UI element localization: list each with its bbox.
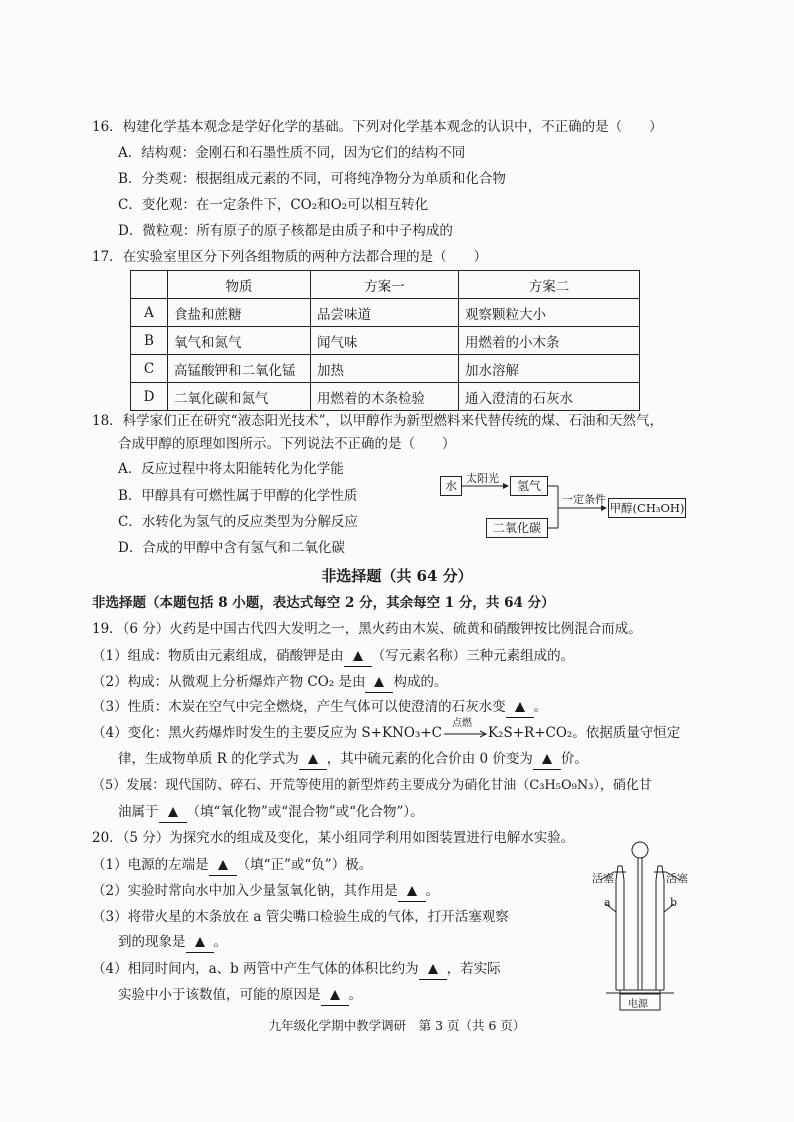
table-cell: 氧气和氮气 — [168, 327, 311, 355]
q20-stem: 20．（5 分）为探究水的组成及变化，某小组同学利用如图装置进行电解水实验。 — [92, 830, 575, 846]
reaction-arrow — [442, 718, 488, 743]
triangle-icon — [515, 702, 525, 712]
q20-part4 — [92, 959, 501, 980]
valve-right-label: 活塞 — [666, 872, 688, 885]
triangle-icon — [407, 886, 417, 896]
q19-part1 — [92, 646, 574, 667]
table-cell: 二氧化碳和氮气 — [168, 383, 311, 411]
table-cell: B — [131, 327, 168, 355]
answer-blank[interactable] — [186, 932, 214, 953]
q19-part4-text-b: K₂S+R+CO₂。依据质量守恒定 — [487, 725, 681, 741]
q19-part4-text-e: 价。 — [560, 751, 588, 767]
q18-stem-line1: 18．科学家们正在研究“液态阳光技术”，以甲醇作为新型燃料来代替传统的煤、石油和天然气， — [92, 413, 663, 429]
q20-part4-cont — [118, 985, 362, 1006]
q20-part2-text-a: （2）实验时常向水中加入少量氢氧化钠，其作用是 — [92, 883, 398, 899]
q19-part2 — [92, 672, 447, 693]
q19-part4-cont — [118, 749, 588, 770]
q20-part4-text-c: 实验中小于该数值，可能的原因是 — [118, 987, 321, 1003]
table-header-cell: 方案二 — [459, 271, 640, 299]
triangle-icon — [542, 754, 552, 764]
table-cell: 通入澄清的石灰水 — [459, 383, 640, 411]
q19-part5-text-b: 油属于 — [118, 804, 159, 820]
table-cell: 品尝味道 — [311, 299, 459, 327]
table-cell: A — [131, 299, 168, 327]
answer-blank[interactable] — [398, 881, 426, 902]
table-row — [131, 355, 640, 383]
q18-option-a: A．反应过程中将太阳能转化为化学能 — [118, 461, 344, 477]
q20-part3-cont — [118, 932, 227, 953]
section-note: 非选择题（本题包括 8 小题，表达式每空 2 分，其余每空 1 分，共 64 分） — [92, 595, 555, 611]
answer-blank[interactable] — [365, 672, 393, 693]
q20-part1-text-a: （1）电源的左端是 — [92, 857, 209, 873]
tube-a-label: a — [604, 896, 611, 909]
hydrogen-box: 氢气 — [510, 476, 548, 496]
q19-part3-text-a: （3）性质：木炭在空气中完全燃烧，产生气体可以使澄清的石灰水变 — [92, 699, 506, 715]
q19-part5-text-c: （填“氧化物”或“混合物”或“化合物”）。 — [186, 804, 424, 820]
q16-stem: 16．构建化学基本观念是学好化学的基础。下列对化学基本观念的认识中，不正确的是（ ） — [92, 119, 663, 135]
q19-part4-text-d: ，其中硫元素的化合价由 0 价变为 — [326, 751, 533, 767]
table-cell: 用燃着的木条检验 — [311, 383, 459, 411]
q16-option-d: D．微粒观：所有原子的原子核都是由质子和中子构成的 — [118, 223, 453, 239]
q20-part4-text-b: ，若实际 — [446, 961, 501, 977]
table-cell: 食盐和蔗糖 — [168, 299, 311, 327]
triangle-icon — [168, 807, 178, 817]
table-header-cell: 方案一 — [311, 271, 459, 299]
answer-blank[interactable] — [321, 985, 349, 1006]
condition-label: 一定条件 — [562, 493, 606, 506]
q20-part3: （3）将带火星的木条放在 a 管尖嘴口检验生成的气体，打开活塞观察 — [92, 909, 509, 925]
q16-option-c: C．变化观：在一定条件下，CO₂和O₂可以相互转化 — [118, 197, 429, 213]
q19-part3-text-b: 。 — [533, 699, 548, 715]
triangle-icon — [374, 677, 384, 687]
table-header-row — [131, 271, 640, 299]
triangle-icon — [308, 754, 318, 764]
page-footer: 九年级化学期中教学调研 第 3 页（共 6 页） — [268, 1018, 526, 1033]
q19-part5: （5）发展：现代国防、碎石、开荒等使用的新型炸药主要成分为硝化甘油（C₃H₅O₉N₃），硝化甘 — [92, 778, 652, 793]
answer-blank[interactable] — [159, 802, 187, 823]
q20-part3-text-b: 到的现象是 — [118, 934, 186, 950]
q19-part2-text-a: （2）构成：从微观上分析爆炸产物 CO₂ 是由 — [92, 674, 366, 690]
q19-part4-text-a: （4）变化：黑火药爆炸时发生的主要反应为 S+KNO₃+C — [92, 725, 442, 741]
triangle-icon — [353, 651, 363, 661]
q20-part2 — [92, 881, 439, 902]
q20-part2-text-b: 。 — [425, 883, 440, 899]
q20-part4-text-d: 。 — [348, 987, 362, 1003]
q19-part3 — [92, 697, 547, 718]
q17-table — [130, 270, 640, 411]
valve-left-label: 活塞 — [592, 872, 614, 885]
q20-part3-text-c: 。 — [213, 934, 227, 950]
q19-part4-text-c: 律，生成物单质 R 的化学式为 — [118, 751, 299, 767]
methanol-box: 甲醇(CH₃OH) — [608, 498, 686, 518]
table-row — [131, 327, 640, 355]
triangle-icon — [218, 860, 228, 870]
q19-stem: 19．（6 分）火药是中国古代四大发明之一，黑火药由木炭、硫黄和硝酸钾按比例混合而成。 — [92, 621, 642, 637]
table-cell: C — [131, 355, 168, 383]
sunlight-label: 太阳光 — [466, 472, 499, 485]
table-cell: 闻气味 — [311, 327, 459, 355]
q20-part1-text-b: （填“正”或“负”）极。 — [236, 857, 373, 873]
q19-part1-text-a: （1）组成：物质由元素组成，硝酸钾是由 — [92, 648, 344, 664]
q18-option-c: C．水转化为氢气的反应类型为分解反应 — [118, 514, 358, 530]
q19-part4 — [92, 718, 681, 743]
triangle-icon — [195, 937, 205, 947]
table-cell: D — [131, 383, 168, 411]
answer-blank[interactable] — [506, 697, 534, 718]
section-title: 非选择题（共 64 分） — [321, 567, 473, 585]
q18-option-d: D．合成的甲醇中含有氢气和二氧化碳 — [118, 540, 345, 556]
answer-blank[interactable] — [533, 749, 561, 770]
triangle-icon — [330, 990, 340, 1000]
table-row — [131, 383, 640, 411]
answer-blank[interactable] — [419, 959, 447, 980]
q19-part1-text-b: （写元素名称）三种元素组成的。 — [371, 648, 575, 664]
q18-stem-line2: 合成甲醇的原理如图所示。下列说法不正确的是（ ） — [118, 436, 456, 452]
table-cell: 高锰酸钾和二氧化锰 — [168, 355, 311, 383]
table-cell: 用燃着的小木条 — [459, 327, 640, 355]
q20-part1 — [92, 855, 372, 876]
arrow-icon — [442, 723, 488, 743]
q20-part4-text-a: （4）相同时间内，a、b 两管中产生气体的体积比约为 — [92, 961, 419, 977]
co2-box: 二氧化碳 — [486, 518, 548, 538]
q18-option-b: B．甲醇具有可燃性属于甲醇的化学性质 — [118, 488, 358, 504]
power-label: 电源 — [628, 999, 648, 1010]
tube-b-label: b — [670, 896, 678, 909]
reaction-condition: 点燃 — [451, 718, 472, 729]
table-header-cell — [131, 271, 168, 299]
answer-blank[interactable] — [299, 749, 327, 770]
water-box: 水 — [440, 476, 462, 496]
table-cell: 加热 — [311, 355, 459, 383]
answer-blank[interactable] — [209, 855, 237, 876]
table-row — [131, 299, 640, 327]
q19-part2-text-b: 构成的。 — [393, 674, 448, 690]
table-cell: 观察颗粒大小 — [459, 299, 640, 327]
triangle-icon — [428, 964, 438, 974]
answer-blank[interactable] — [344, 646, 372, 667]
q19-part5-cont — [118, 802, 424, 823]
q16-option-a: A．结构观：金刚石和石墨性质不同，因为它们的结构不同 — [118, 145, 466, 161]
q16-option-b: B．分类观：根据组成元素的不同，可将纯净物分为单质和化合物 — [118, 171, 506, 187]
table-cell: 加水溶解 — [459, 355, 640, 383]
table-header-cell: 物质 — [168, 271, 311, 299]
q17-stem: 17．在实验室里区分下列各组物质的两种方法都合理的是（ ） — [92, 249, 488, 265]
